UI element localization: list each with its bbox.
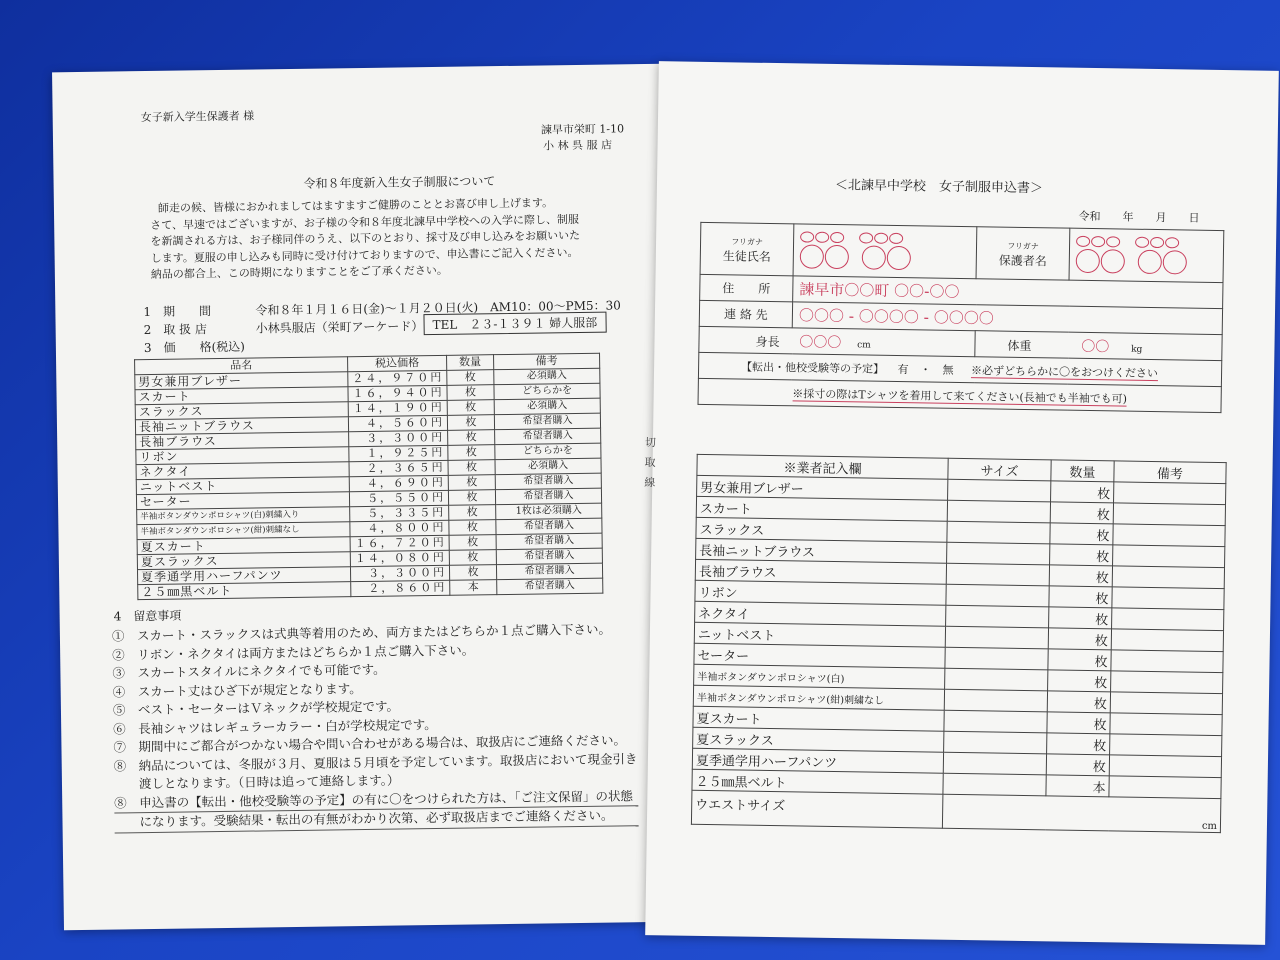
item-price: １４，０８０円	[350, 550, 449, 566]
item-name: ネクタイ	[136, 462, 349, 480]
guardian-name-label: 保護者名	[998, 253, 1047, 268]
notice-sheet	[52, 64, 676, 930]
weight-value: 〇〇	[1081, 338, 1110, 355]
application-form-sheet	[645, 61, 1279, 945]
item-name: 男女兼用ブレザー	[135, 372, 348, 390]
item-name: 夏スラックス	[693, 727, 944, 752]
qty-field[interactable]: 枚	[1048, 628, 1111, 650]
furigana-circles	[1076, 236, 1217, 249]
item-note: 希望者購入	[497, 578, 603, 594]
address-field[interactable]: 諫早市〇〇町 〇〇-〇〇	[793, 276, 1223, 309]
item-note: 希望者購入	[495, 428, 601, 444]
item-note: どちらかを	[495, 443, 601, 459]
item-note: 1枚は必須購入	[496, 503, 602, 519]
size-field[interactable]	[947, 542, 1050, 565]
intro-line: を新調される方は、お子様同伴のうえ、以下のとおり、採寸及び申し込みをお願いいた	[150, 228, 581, 248]
student-name-label-cell	[700, 222, 794, 275]
plan-yes-option[interactable]: 有	[897, 362, 909, 376]
item-name: ネクタイ	[695, 601, 946, 626]
col-qty: 数量	[447, 355, 494, 371]
furigana-circles	[800, 231, 970, 245]
addressee: 女子新入学生保護者 様	[140, 109, 255, 125]
qty-field[interactable]: 枚	[1049, 586, 1112, 608]
item-price: １６，７２０円	[350, 535, 449, 551]
note-field[interactable]	[1111, 650, 1223, 673]
plan-label: 【転出・他校受験等の予定】	[741, 360, 885, 376]
plan-note: ※必ずどちらかに〇をおつけください	[970, 363, 1159, 380]
item-note: どちらかを	[494, 383, 600, 399]
item-unit: 枚	[447, 385, 494, 401]
applicant-info-table	[698, 222, 1225, 413]
item-note: 希望者購入	[496, 533, 602, 549]
col-size: サイズ	[948, 458, 1051, 481]
note-item: ③ スカートスタイルにネクタイでも可能です。	[112, 661, 386, 681]
intro-line: 師走の候、皆様におかれましてはますますご健勝のこととお喜び申し上げます。	[157, 196, 554, 215]
notes-title: 4 留意事項	[113, 608, 182, 624]
item-note: 必須購入	[495, 458, 601, 474]
qty-field[interactable]: 枚	[1047, 691, 1110, 713]
plan-separator: ・	[919, 362, 932, 376]
waist-row	[691, 790, 1220, 832]
qty-field[interactable]: 枚	[1049, 565, 1112, 587]
item-name: ニットベスト	[694, 622, 945, 647]
item-price: ４，５６０円	[348, 415, 447, 431]
item-price: ５，５５０円	[349, 490, 448, 506]
size-field[interactable]	[947, 500, 1050, 523]
item-price: １６，９４０円	[348, 385, 447, 401]
size-field[interactable]	[943, 752, 1046, 775]
note-field[interactable]	[1111, 629, 1223, 652]
item-price: ４，６９０円	[349, 475, 448, 491]
item-unit: 枚	[448, 460, 495, 476]
waist-label: ウエストサイズ	[691, 790, 943, 828]
size-field[interactable]	[946, 563, 1049, 586]
item-name: 夏スカート	[137, 537, 350, 555]
qty-field[interactable]: 枚	[1048, 649, 1111, 671]
waist-field[interactable]: cm	[942, 794, 1220, 832]
note-field[interactable]	[1113, 545, 1225, 568]
qty-field[interactable]: 枚	[1049, 607, 1112, 629]
qty-field[interactable]: 枚	[1050, 544, 1113, 566]
note-field[interactable]	[1111, 671, 1223, 694]
item-note: 希望者購入	[495, 473, 601, 489]
note-field[interactable]	[1112, 566, 1224, 589]
item-unit: 枚	[447, 400, 494, 416]
item-price: ２４，９７０円	[348, 370, 447, 386]
item-name: スカート	[696, 496, 947, 521]
plan-no-option[interactable]: 無	[942, 363, 954, 377]
note-field[interactable]	[1113, 503, 1225, 526]
item-name: 夏季通学用ハーフパンツ	[692, 748, 943, 773]
item-note: 必須購入	[494, 398, 600, 414]
notice-title: 令和８年度新入生女子制服について	[303, 174, 496, 191]
weight-unit: kg	[1131, 344, 1143, 355]
col-vendor: ※業者記入欄	[697, 454, 948, 479]
size-field[interactable]	[945, 647, 1048, 670]
intro-line: さて、早速ではございますが、お子様の令和８年度北諫早中学校への入学に際し、制服	[150, 212, 580, 232]
height-unit: cm	[857, 339, 871, 351]
store-value: 小林呉服店（栄町アーケード）	[255, 319, 424, 336]
item-name: 男女兼用ブレザー	[697, 475, 948, 500]
note-field[interactable]	[1110, 713, 1222, 736]
item-unit: 枚	[448, 445, 495, 461]
item-price: ２，８６０円	[351, 580, 450, 596]
qty-field[interactable]: 枚	[1050, 502, 1113, 524]
guardian-name-field[interactable]	[1069, 228, 1224, 282]
item-unit: 枚	[449, 565, 496, 581]
item-unit: 枚	[448, 490, 495, 506]
size-field[interactable]	[943, 773, 1046, 796]
item-unit: 枚	[447, 415, 494, 431]
size-field[interactable]	[946, 605, 1049, 628]
item-price: ２，３６５円	[349, 460, 448, 476]
col-qty: 数量	[1051, 460, 1114, 482]
size-field[interactable]	[946, 584, 1049, 607]
item-name: リボン	[695, 580, 946, 605]
form-title: ＜北諫早中学校 女子制服申込書＞	[834, 177, 1044, 197]
item-name: スラックス	[135, 402, 348, 420]
tshirt-note: ※採寸の際はTシャツを着用して来てください(長袖でも半袖でも可)	[792, 386, 1128, 406]
note-field[interactable]	[1110, 734, 1222, 757]
item-name: セーター	[136, 492, 349, 510]
shop-name: 小 林 呉 服 店	[543, 138, 613, 153]
furigana-label: フリガナ	[1007, 241, 1039, 251]
item-unit: 本	[450, 580, 497, 596]
vendor-order-table	[691, 454, 1227, 833]
tel-box: TEL ２３-１３９１ 婦人服部	[423, 312, 606, 336]
item-name: セーター	[694, 643, 945, 668]
item-name: ２５㎜黒ベルト	[692, 769, 943, 794]
col-item: 品名	[135, 357, 348, 375]
note-item: ④ スカート丈はひざ下が規定となります。	[112, 680, 362, 700]
intro-text	[150, 194, 619, 283]
weight-label: 体重	[1007, 338, 1032, 353]
item-price: ３，３００円	[350, 565, 449, 581]
col-note: 備考	[494, 353, 600, 369]
item-name: 長袖ブラウス	[136, 432, 349, 450]
item-price: ５，３３５円	[350, 505, 449, 521]
qty-field[interactable]: 本	[1046, 775, 1109, 797]
size-field[interactable]	[944, 710, 1047, 733]
shop-address: 諫早市栄町 1-10	[540, 122, 625, 137]
note-field[interactable]	[1112, 587, 1224, 610]
height-label: 身長	[755, 334, 780, 349]
item-note: 希望者購入	[496, 518, 602, 534]
item-name: 半袖ボタンダウンポロシャツ(白)	[694, 664, 945, 689]
item-name: スカート	[135, 387, 348, 405]
item-unit: 枚	[449, 505, 496, 521]
qty-field[interactable]: 枚	[1048, 670, 1111, 692]
item-name: リボン	[136, 447, 349, 465]
cut-line-label: 切 取 線	[644, 436, 668, 490]
note-item-underlined: ⑧ 申込書の【転出・他校受験等の予定】の有に〇をつけられた方は、「ご注文保留」の状態	[114, 787, 638, 814]
note-field[interactable]	[1113, 524, 1225, 547]
qty-field[interactable]: 枚	[1051, 481, 1114, 503]
note-item: ⑥ 長袖シャツはレギュラーカラー・白が学校規定です。	[113, 716, 437, 737]
qty-field[interactable]: 枚	[1050, 523, 1113, 545]
note-item: ⑤ ベスト・セーターはＶネックが学校規定です。	[112, 698, 400, 718]
item-note: 必須購入	[494, 368, 600, 384]
item-name: ニットベスト	[136, 477, 349, 495]
note-item: ⑦ 期間中にご都合がつかない場合や問い合わせがある場合は、取扱店にご連絡ください。	[113, 732, 627, 755]
qty-field[interactable]: 枚	[1046, 754, 1109, 776]
intro-line: します。夏服の申し込みも同時に受け付けておりますので、申込書にご記入ください。	[150, 245, 579, 265]
item-note: 希望者購入	[494, 413, 600, 429]
note-field[interactable]	[1110, 692, 1222, 715]
note-field[interactable]	[1112, 608, 1224, 631]
notes-list	[112, 620, 639, 833]
height-value: 〇〇〇	[799, 333, 842, 351]
note-item: 渡しとなります。（日時は追って連絡します。）	[113, 772, 400, 792]
size-field[interactable]	[948, 479, 1051, 502]
item-note: 希望者購入	[496, 563, 602, 579]
item-name: 夏スカート	[693, 706, 944, 731]
name-circles	[800, 244, 970, 271]
item-name: スラックス	[696, 517, 947, 542]
student-name-field[interactable]	[793, 224, 977, 279]
price-table	[134, 353, 603, 600]
item-name: 半袖ボタンダウンポロシャツ(白)刺繍入り	[137, 507, 350, 525]
address-label: 住 所	[700, 274, 793, 301]
item-note: 希望者購入	[495, 488, 601, 504]
qty-field[interactable]: 枚	[1047, 733, 1110, 755]
size-field[interactable]	[945, 626, 1048, 649]
item-name: 夏スラックス	[137, 552, 350, 570]
item-name: 半袖ボタンダウンポロシャツ(紺)刺繍なし	[693, 685, 944, 710]
qty-field[interactable]: 枚	[1047, 712, 1110, 734]
weight-cell[interactable]	[975, 331, 1222, 361]
item-unit: 枚	[449, 535, 496, 551]
item-price: ３，３００円	[349, 430, 448, 446]
item-name: 夏季通学用ハーフパンツ	[137, 567, 350, 585]
item-unit: 枚	[449, 550, 496, 566]
item-name: 長袖ニットブラウス	[696, 538, 947, 563]
intro-line: 納品の都合上、この時期になりますことをご了承ください。	[150, 263, 448, 281]
note-item: ① スカート・スラックスは式典等着用のため、両方またはどちらか１点ご購入下さい。	[111, 621, 612, 644]
item-unit: 枚	[447, 370, 494, 386]
note-field[interactable]	[1114, 482, 1226, 505]
contact-field[interactable]: 〇〇〇 - 〇〇〇〇 - 〇〇〇〇	[792, 302, 1222, 335]
form-date: 令和 年 月 日	[1078, 209, 1200, 225]
period-label: 1 期 間	[143, 304, 212, 320]
price-label: 3 価 格(税込)	[143, 339, 245, 356]
note-field[interactable]	[1109, 776, 1221, 799]
store-label: 2 取 扱 店	[143, 322, 208, 338]
item-price: １４，１９０円	[348, 400, 447, 416]
item-price: １，９２５円	[349, 445, 448, 461]
item-name: 長袖ニットブラウス	[135, 417, 348, 435]
contact-label: 連 絡 先	[699, 300, 792, 327]
name-circles	[1076, 249, 1217, 275]
guardian-name-label-cell	[976, 227, 1070, 280]
student-name-label: 生徒氏名	[722, 248, 771, 264]
item-name: ２５㎜黒ベルト	[138, 582, 351, 600]
item-price: ４，８００円	[350, 520, 449, 536]
item-unit: 枚	[448, 430, 495, 446]
note-item-underlined: になります。受験結果・転出の有無がわかり次第、必ず取扱店までご連絡ください。	[114, 806, 638, 833]
col-note: 備考	[1114, 461, 1226, 484]
item-note: 希望者購入	[496, 548, 602, 564]
item-name: 半袖ボタンダウンポロシャツ(紺)刺繍なし	[137, 522, 350, 540]
size-field[interactable]	[947, 521, 1050, 544]
size-field[interactable]	[945, 668, 1048, 691]
item-unit: 枚	[449, 520, 496, 536]
item-unit: 枚	[448, 475, 495, 491]
note-item: ② リボン・ネクタイは両方またはどちらか１点ご購入下さい。	[112, 641, 475, 663]
size-field[interactable]	[944, 731, 1047, 754]
note-item: ⑧ 納品については、冬服が３月、夏服は５月頃を予定しています。取扱店において現金引き	[113, 750, 638, 774]
size-field[interactable]	[944, 689, 1047, 712]
item-name: 長袖ブラウス	[695, 559, 946, 584]
note-field[interactable]	[1109, 755, 1221, 778]
period-value: 令和８年１月１６日(金)～１月２０日(火) AM10：00～PM5：30	[255, 298, 621, 318]
col-price: 税込価格	[348, 355, 447, 371]
furigana-label: フリガナ	[731, 236, 763, 247]
